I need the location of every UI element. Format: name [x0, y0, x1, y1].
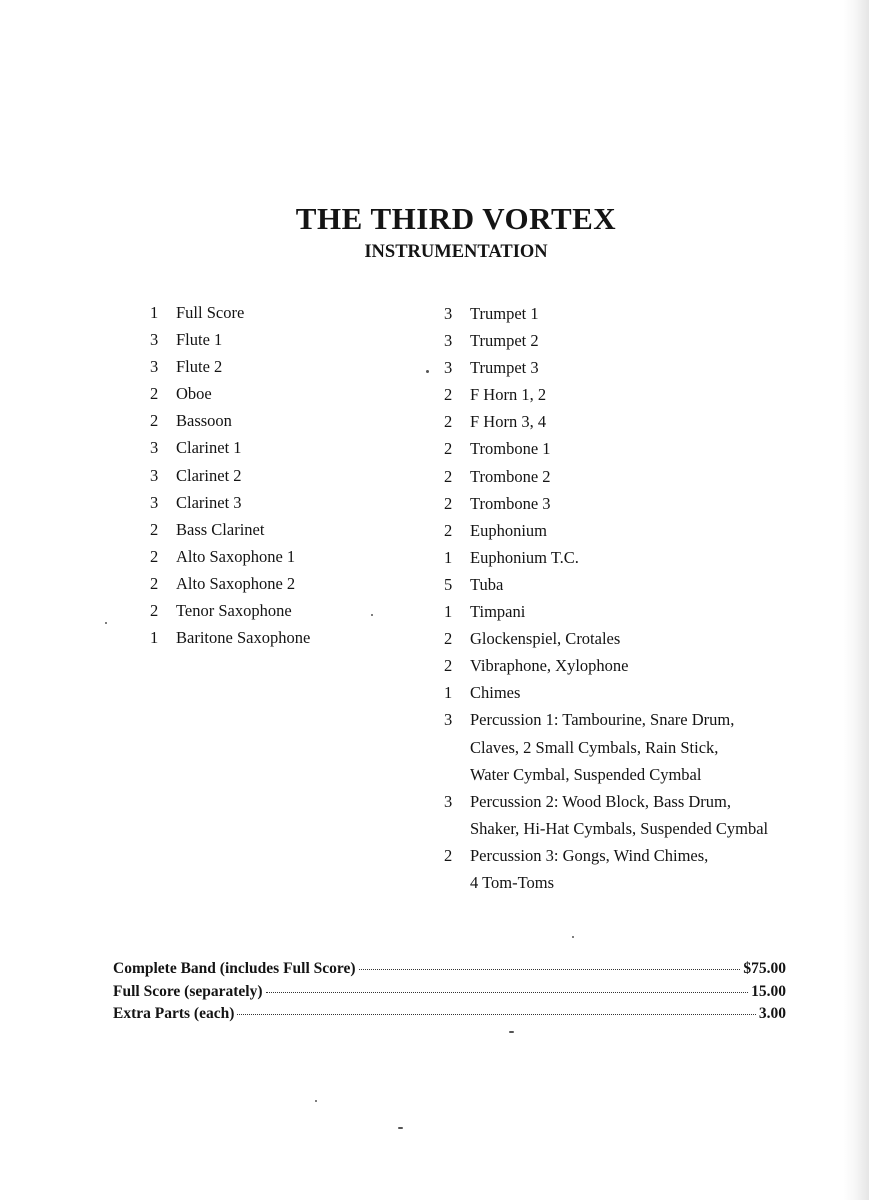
- dot-leader: [359, 969, 741, 970]
- instrument-name: Oboe: [176, 384, 212, 404]
- instrument-row: [150, 357, 310, 384]
- part-quantity: 3: [444, 710, 453, 730]
- part-quantity: 3: [150, 357, 159, 377]
- instrument-row: [444, 629, 768, 656]
- instrument-name-continued: Water Cymbal, Suspended Cymbal: [470, 764, 702, 784]
- part-quantity: 1: [444, 547, 453, 567]
- instrument-name: F Horn 1, 2: [470, 385, 547, 405]
- part-quantity: 2: [150, 411, 159, 431]
- page-edge-shadow: [843, 0, 869, 1200]
- instrument-row: [444, 846, 768, 873]
- instrument-row: [150, 574, 310, 601]
- part-quantity: 2: [150, 384, 159, 404]
- scan-speck: [398, 1127, 403, 1129]
- part-quantity: 2: [150, 519, 159, 539]
- page-title: THE THIRD VORTEX: [295, 201, 617, 236]
- part-quantity: 2: [150, 601, 159, 621]
- instrument-row: [150, 493, 310, 520]
- instrument-row: [444, 738, 768, 765]
- instrument-row: [444, 331, 768, 358]
- instrument-name: Clarinet 1: [176, 438, 242, 458]
- price-value: 15.00: [751, 982, 786, 1000]
- instrument-row: [150, 628, 310, 655]
- instrument-name: Alto Saxophone 2: [176, 573, 296, 593]
- instrument-name: Full Score: [176, 303, 245, 322]
- part-quantity: 2: [444, 520, 453, 540]
- instrument-row: [150, 438, 310, 465]
- part-quantity: 3: [444, 791, 453, 811]
- instrument-name: F Horn 3, 4: [470, 412, 547, 432]
- instrument-name: Alto Saxophone 1: [176, 546, 296, 566]
- instrument-name: Percussion 1: Tambourine, Snare Drum,: [470, 710, 735, 730]
- part-quantity: 3: [150, 465, 159, 485]
- instrument-row: [150, 303, 310, 330]
- instrument-row: [150, 520, 310, 547]
- instrument-row: [444, 873, 768, 900]
- scan-speck: [371, 614, 373, 616]
- instrument-row: [150, 466, 310, 493]
- instrument-list-left: [150, 303, 310, 655]
- instrument-row: [150, 601, 310, 628]
- instrument-name: Flute 1: [176, 330, 223, 350]
- scan-speck: [315, 1100, 317, 1102]
- scan-speck: [105, 622, 107, 624]
- dot-leader: [237, 1014, 756, 1015]
- instrument-name: Percussion 3: Gongs, Wind Chimes,: [470, 845, 709, 865]
- instrument-row: [444, 656, 768, 683]
- dot-leader: [266, 992, 749, 993]
- instrument-name: Vibraphone, Xylophone: [470, 656, 629, 676]
- part-quantity: 2: [444, 412, 453, 432]
- instrument-row: [150, 547, 310, 574]
- part-quantity: 2: [444, 385, 453, 405]
- instrument-row: [150, 411, 310, 438]
- instrument-row: [444, 602, 768, 629]
- instrument-row: [444, 548, 768, 575]
- instrument-row: [444, 439, 768, 466]
- instrument-row: [444, 385, 768, 412]
- instrument-name: Trumpet 2: [470, 331, 539, 351]
- instrument-name: Flute 2: [176, 357, 223, 377]
- instrument-row: [444, 521, 768, 548]
- scan-speck: [509, 1031, 514, 1033]
- part-quantity: 3: [444, 304, 453, 323]
- part-quantity: 2: [444, 845, 453, 865]
- price-row: [113, 1004, 786, 1027]
- scan-speck: [572, 936, 574, 938]
- price-label: Extra Parts (each): [113, 1005, 235, 1022]
- price-row: [113, 982, 786, 1005]
- instrument-row: [444, 710, 768, 737]
- instrument-list-right: [444, 304, 768, 900]
- part-quantity: 1: [150, 303, 159, 322]
- instrument-name: Euphonium: [470, 520, 547, 540]
- instrument-row: [150, 330, 310, 357]
- instrument-name: Baritone Saxophone: [176, 628, 311, 648]
- part-quantity: 3: [150, 330, 159, 350]
- instrument-name: Trombone 2: [470, 466, 551, 486]
- instrument-name-continued: Shaker, Hi-Hat Cymbals, Suspended Cymbal: [470, 818, 769, 838]
- part-quantity: 2: [150, 546, 159, 566]
- instrument-name: Euphonium T.C.: [470, 547, 579, 567]
- instrument-name: Trumpet 1: [470, 304, 539, 323]
- instrument-row: [444, 575, 768, 602]
- part-quantity: 2: [444, 493, 453, 513]
- instrument-name: Glockenspiel, Crotales: [470, 629, 621, 649]
- price-value: $75.00: [743, 960, 786, 977]
- part-quantity: 5: [444, 574, 453, 594]
- instrument-name: Bass Clarinet: [176, 519, 265, 539]
- part-quantity: 1: [150, 628, 159, 648]
- instrument-name: Trumpet 3: [470, 358, 539, 378]
- part-quantity: 3: [150, 492, 159, 512]
- price-value: 3.00: [758, 1005, 786, 1022]
- part-quantity: 2: [444, 439, 453, 459]
- instrument-row: [444, 765, 768, 792]
- instrument-name: Timpani: [470, 602, 526, 622]
- price-list: [113, 959, 786, 1027]
- part-quantity: 1: [444, 602, 453, 622]
- instrument-name: Percussion 2: Wood Block, Bass Drum,: [470, 791, 731, 811]
- instrument-row: [444, 358, 768, 385]
- part-quantity: 2: [150, 573, 159, 593]
- part-quantity: 3: [150, 438, 159, 458]
- page-subtitle: INSTRUMENTATION: [364, 242, 548, 262]
- part-quantity: 3: [444, 331, 453, 351]
- instrument-name: Bassoon: [176, 411, 232, 431]
- instrument-name: Chimes: [470, 683, 521, 703]
- part-quantity: 2: [444, 466, 453, 486]
- instrument-name-continued: Claves, 2 Small Cymbals, Rain Stick,: [470, 737, 719, 757]
- instrument-row: [444, 412, 768, 439]
- instrument-row: [444, 792, 768, 819]
- instrument-name-continued: 4 Tom-Toms: [470, 872, 555, 892]
- price-row: [113, 959, 786, 982]
- instrument-name: Tenor Saxophone: [176, 601, 292, 621]
- part-quantity: 2: [444, 629, 453, 649]
- instrument-row: [444, 494, 768, 521]
- part-quantity: 2: [444, 656, 453, 676]
- instrument-row: [444, 819, 768, 846]
- instrument-row: [444, 467, 768, 494]
- instrument-name: Trombone 1: [470, 439, 551, 459]
- instrument-name: Tuba: [470, 574, 504, 594]
- instrument-name: Trombone 3: [470, 493, 551, 513]
- instrument-name: Clarinet 3: [176, 492, 242, 512]
- instrument-row: [444, 304, 768, 331]
- price-label: Complete Band (includes Full Score): [113, 960, 356, 977]
- part-quantity: 3: [444, 358, 453, 378]
- price-label: Full Score (separately): [113, 982, 263, 1000]
- instrument-row: [444, 683, 768, 710]
- instrument-name: Clarinet 2: [176, 465, 242, 485]
- scan-speck: [426, 370, 429, 373]
- part-quantity: 1: [444, 683, 453, 703]
- instrument-row: [150, 384, 310, 411]
